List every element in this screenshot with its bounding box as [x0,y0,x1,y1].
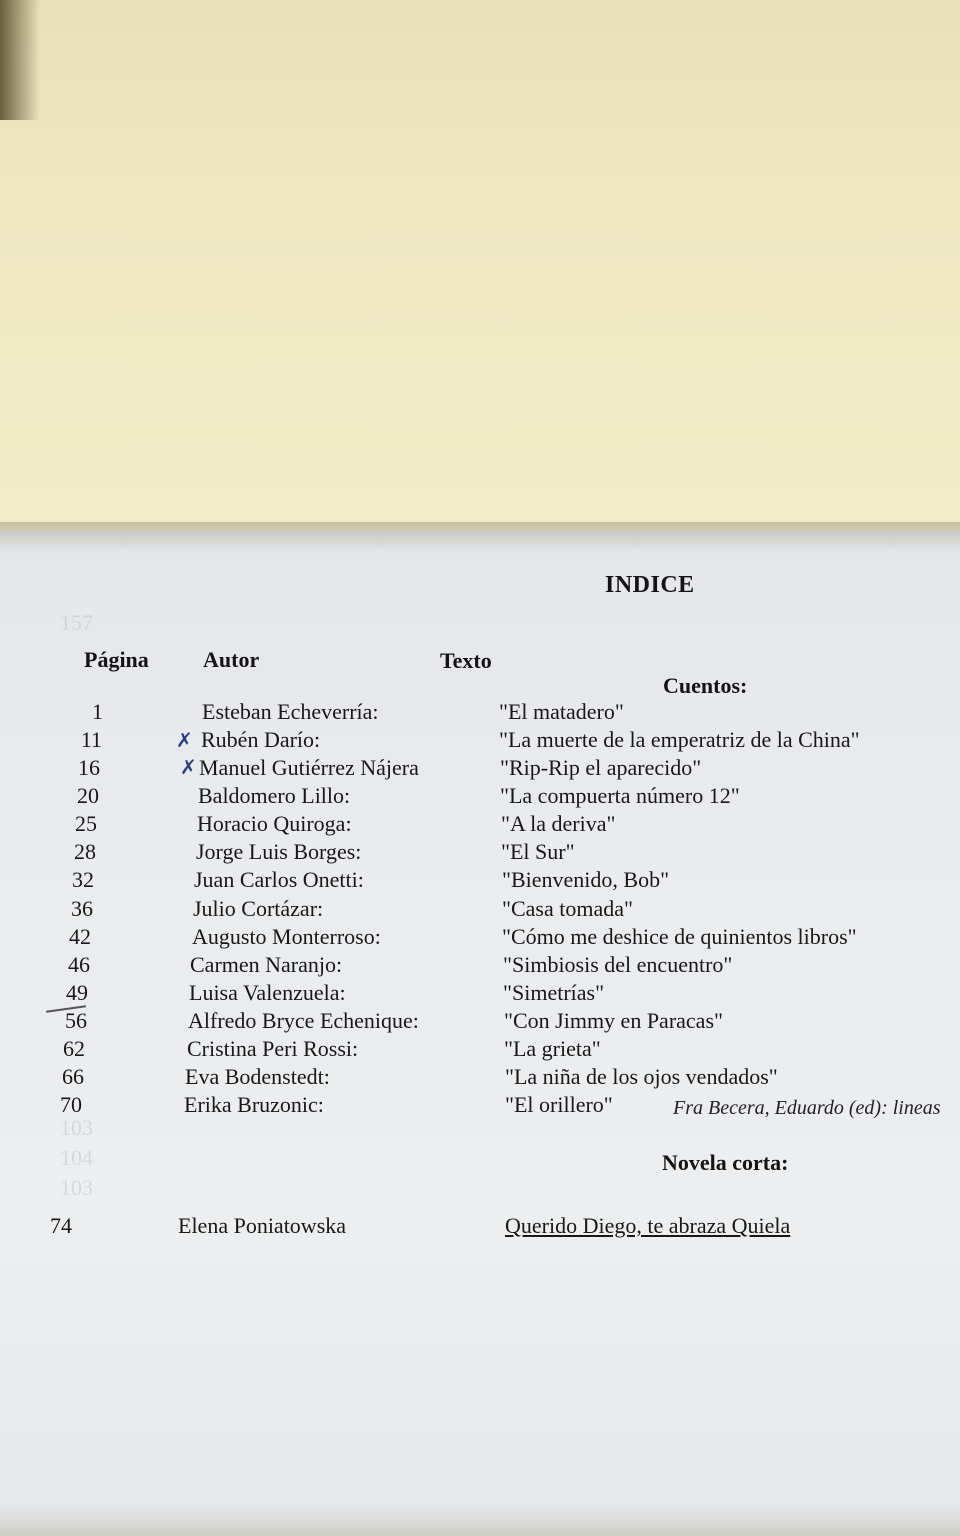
story-row [0,755,960,783]
page-corner-shadow [0,0,40,120]
story-title: "El Sur" [501,839,575,864]
index-title: INDICE [605,572,695,598]
story-page: 28 [74,839,96,864]
story-title: "Cómo me deshice de quinientos libros" [502,924,857,949]
story-author: Esteban Echeverría: [202,699,379,724]
story-row [0,1008,960,1036]
story-page: 70 [60,1092,82,1117]
story-row [0,1064,960,1092]
story-author: Jorge Luis Borges: [196,839,362,864]
story-title: "El matadero" [499,699,624,724]
story-page: 11 [80,727,102,752]
story-title: "Casa tomada" [502,896,633,921]
story-page: 36 [71,896,93,921]
story-row [0,727,960,755]
story-title: "Con Jimmy en Paracas" [504,1008,723,1033]
story-author: Julio Cortázar: [193,896,324,921]
story-row [0,896,960,924]
story-page: 49 [66,980,88,1005]
story-author: Luisa Valenzuela: [189,980,346,1005]
section-stories-label: Cuentos: [663,673,748,698]
story-author: Alfredo Bryce Echenique: [188,1008,419,1033]
show-through-text: 103 [60,1175,93,1200]
story-author: Manuel Gutiérrez Nájera [199,755,419,780]
story-author: Eva Bodenstedt: [185,1064,330,1089]
story-author: Augusto Monterroso: [192,924,381,949]
story-row [0,1036,960,1064]
story-page: 20 [77,783,99,808]
story-author: Rubén Darío: [201,727,321,752]
story-author: Juan Carlos Onetti: [194,867,364,892]
header-author: Autor [203,647,260,672]
novel-title: Querido Diego, te abraza Quiela [505,1213,791,1238]
sheet-edge-shadow [0,522,960,552]
story-title: "La compuerta número 12" [500,783,740,808]
story-author: Baldomero Lillo: [198,783,351,808]
story-title: "Bienvenido, Bob" [502,867,670,892]
facing-page [0,0,960,535]
story-title: "La muerte de la emperatriz de la China" [499,727,860,752]
section-novel-label: Novela corta: [662,1150,789,1175]
story-row [0,783,960,811]
story-page: 16 [78,755,100,780]
story-author: Horacio Quiroga: [197,811,352,836]
pen-mark-icon: ✗ [180,757,197,779]
header-text: Texto [440,648,492,673]
story-author: Cristina Peri Rossi: [187,1036,359,1061]
story-page: 66 [62,1064,84,1089]
story-row [0,924,960,952]
show-through-text: 157 [60,610,407,635]
story-page: 56 [65,1008,87,1033]
novel-row [0,1213,960,1241]
story-title: "Simbiosis del encuentro" [503,952,733,977]
story-title: "Simetrías" [503,980,605,1005]
sheet-bottom-edge [0,1505,960,1536]
story-page: 62 [63,1036,85,1061]
story-page: 25 [75,811,97,836]
story-row [0,811,960,839]
story-page: 42 [69,924,91,949]
pen-mark-icon: ✗ [176,730,193,752]
source-note: Fra Becera, Eduardo (ed): lineas [673,1097,941,1119]
show-through-text: 103 [60,1115,93,1140]
story-row [0,699,960,727]
story-row [0,839,960,867]
story-page: 46 [68,952,90,977]
story-author: Erika Bruzonic: [184,1092,324,1117]
story-title: "La niña de los ojos vendados" [505,1064,778,1089]
story-row [0,952,960,980]
story-title: "Rip-Rip el aparecido" [500,755,702,780]
header-page: Página [84,647,149,672]
story-title: "A la deriva" [501,811,616,836]
story-page: 32 [72,867,94,892]
show-through-text: 104 [60,1145,93,1170]
novel-author: Elena Poniatowska [178,1213,347,1238]
story-page: 1 [92,699,103,724]
story-title: "La grieta" [504,1036,601,1061]
story-row [0,980,960,1008]
story-row [0,867,960,895]
story-author: Carmen Naranjo: [190,952,343,977]
novel-page: 74 [50,1213,72,1238]
story-title: "El orillero" [505,1092,613,1117]
